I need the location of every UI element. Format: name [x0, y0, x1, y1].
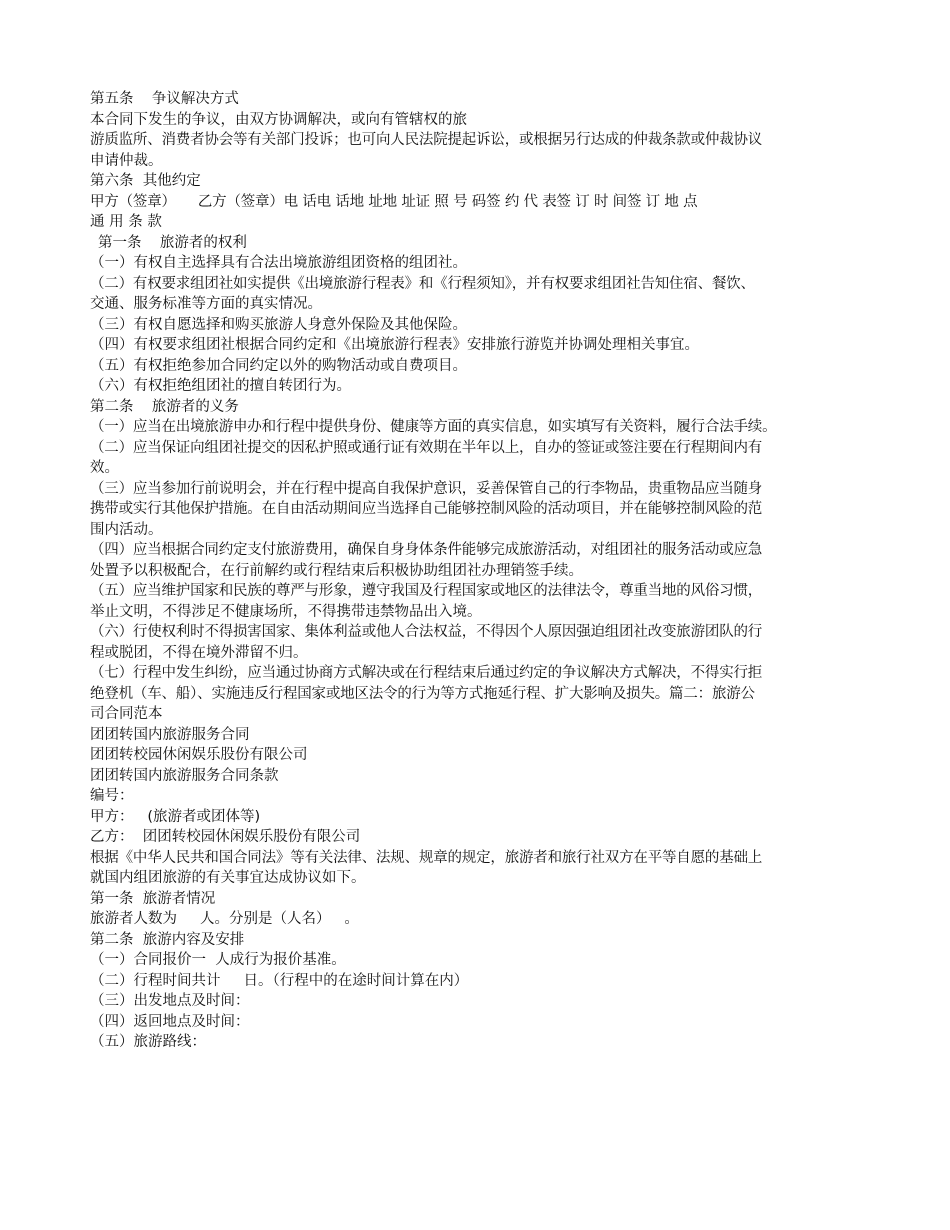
body-line: 处置予以积极配合，在行前解约或行程结束后积极协助组团社办理销签手续。	[90, 562, 583, 579]
obligations-item: （五）应当维护国家和民族的尊严与形象，遵守我国及行程国家或地区的法律法令，尊重当地的风俗习惯，	[90, 583, 763, 599]
tourist-info-heading: 第一条 旅游者情况	[90, 890, 216, 907]
body-line: 本合同下发生的争议，由双方协调解决，或向有管辖权的旅	[90, 111, 467, 128]
body-line: 围内活动。	[90, 521, 163, 538]
body-line: 携带或实行其他保护措施。在自由活动期间应当选择自己能够控制风险的活动项目，并在能够控制风险的范	[90, 501, 763, 517]
body-line: 游质监所、消费者协会等有关部门投诉；也可向人民法院提起诉讼，或根据另行达成的仲裁条款或仲裁协议	[90, 132, 763, 148]
rights-item: （六）有权拒绝组团社的擅自转团行为。	[90, 378, 351, 394]
obligations-item: （三）应当参加行前说明会，并在行程中提高自我保护意识，妥善保管自己的行李物品，贵重物品应当随身	[90, 480, 763, 497]
body-line: 效。	[90, 460, 119, 476]
contract-title: 团团转国内旅游服务合同	[90, 726, 250, 743]
body-line: 举止文明，不得涉足不健康场所，不得携带违禁物品出入境。	[90, 603, 482, 620]
itinerary-heading: 第二条 旅游内容及安排	[90, 931, 245, 948]
rights-heading: 第一条 旅游者的权利	[98, 234, 247, 251]
rights-item: （四）有权要求组团社根据合同约定和《出境旅游行程表》安排旅行游览并协调处理相关事宜。	[90, 337, 699, 353]
rights-item: （三）有权自愿选择和购买旅游人身意外保险及其他保险。	[90, 316, 467, 333]
itinerary-item: （二）行程时间共计 日。（行程中的在途时间计算在内）	[90, 972, 469, 989]
itinerary-item: （一）合同报价一 人成行为报价基准。	[90, 952, 346, 968]
body-line: 交通、服务标准等方面的真实情况。	[90, 296, 322, 312]
preamble-line: 根据《中华人民共和国合同法》等有关法律、法规、规章的规定，旅游者和旅行社双方在平等自愿的基础上	[90, 849, 763, 866]
obligations-item: （四）应当根据合同约定支付旅游费用，确保自身身体条件能够完成旅游活动，对组团社的服务活动或应急	[90, 542, 763, 558]
obligations-item: （六）行使权利时不得损害国家、集体利益或他人合法权益，不得因个人原因强迫组团社改变旅游团队的行	[90, 624, 763, 640]
party-b-field: 乙方： 团团转校园休闲娱乐股份有限公司	[90, 829, 361, 845]
itinerary-item: （四）返回地点及时间：	[90, 1013, 250, 1030]
terms-title: 团团转国内旅游服务合同条款	[90, 767, 279, 784]
rights-item: （二）有权要求组团社如实提供《出境旅游行程表》和《行程须知》，并有权要求组团社告知住宿、餐饮、	[90, 275, 755, 292]
obligations-item: （一）应当在出境旅游申办和行程中提供身份、健康等方面的真实信息，如实填写有关资料，履行合法手续。	[90, 419, 777, 435]
body-line: 司合同范本	[90, 706, 163, 722]
article-5-heading: 第五条 争议解决方式	[90, 91, 239, 107]
contract-number-field: 编号：	[90, 788, 134, 804]
contract-document	[90, 89, 870, 1053]
tourist-count-line: 旅游者人数为 人。分别是（人名） 。	[90, 911, 359, 927]
body-line: 程或脱团，不得在境外滞留不归。	[90, 644, 308, 661]
rights-item: （一）有权自主选择具有合法出境旅游组团资格的组团社。	[90, 255, 467, 271]
obligations-item: （二）应当保证向组团社提交的因私护照或通行证有效期在半年以上，自办的签证或签注要在行程期间内有	[90, 439, 763, 456]
rights-item: （五）有权拒绝参加合同约定以外的购物活动或自费项目。	[90, 357, 467, 374]
party-a-field: 甲方： (旅游者或团体等)	[90, 808, 261, 825]
itinerary-item: （五）旅游路线：	[90, 1034, 206, 1050]
body-line: 绝登机（车、船）、实施违反行程国家或地区法令的行为等方式拖延行程、扩大影响及损失。篇二：旅游公	[90, 685, 755, 702]
obligations-heading: 第二条 旅游者的义务	[90, 398, 239, 415]
general-terms-heading: 通 用 条 款	[90, 214, 162, 230]
itinerary-item: （三）出发地点及时间：	[90, 993, 250, 1009]
preamble-line: 就国内组团旅游的有关事宜达成协议如下。	[90, 870, 366, 886]
company-name: 团团转校园休闲娱乐股份有限公司	[90, 747, 308, 763]
obligations-item: （七）行程中发生纠纷，应当通过协商方式解决或在行程结束后通过约定的争议解决方式解决，不得实行拒	[90, 665, 763, 681]
article-6-heading: 第六条 其他约定	[90, 173, 201, 189]
body-line: 申请仲裁。	[90, 152, 163, 169]
signature-fields-line: 甲方（签章） 乙方（签章）电 话电 话地 址地 址证 照 号 码签 约 代 表签 订 时 间签 订 地 点	[90, 193, 698, 210]
